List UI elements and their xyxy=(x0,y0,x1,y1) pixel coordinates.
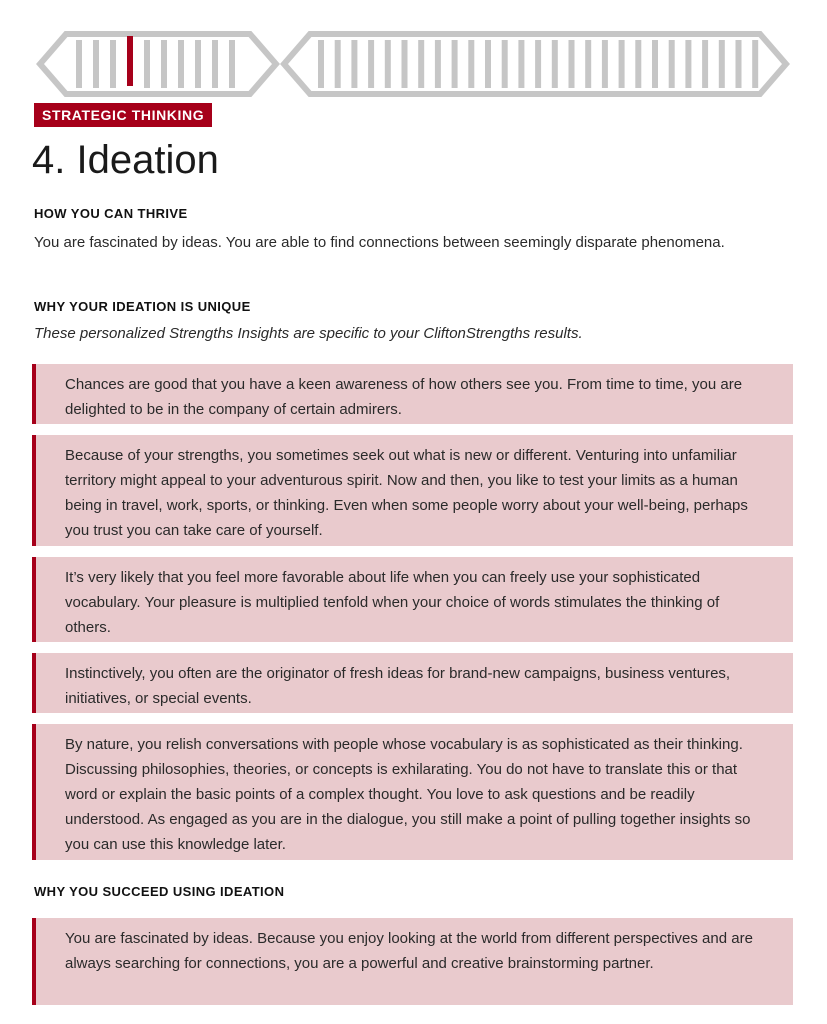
banner-segment xyxy=(485,40,491,88)
succeed-heading: WHY YOU SUCCEED USING IDEATION xyxy=(34,884,285,899)
banner-segment xyxy=(685,40,691,88)
insight-text: Because of your strengths, you sometimes seek out what is new or different. Venturing into unfamiliar territory might appeal to your adventurous spirit. Now and then, you like to test your limits as a human being in travel, work, sports, or thinking. Even when some people worry about your well-being, perhaps you trust you can take care of yourself. xyxy=(65,447,748,539)
insight-text: You are fascinated by ideas. Because you enjoy looking at the world from different perspectives and are always searching for connections, you are a powerful and creative brainstorming partner. xyxy=(65,930,753,972)
banner-segment xyxy=(552,40,558,88)
banner-segment xyxy=(318,40,324,88)
insight-card xyxy=(32,724,793,860)
banner-segment xyxy=(212,40,218,88)
banner-segment xyxy=(351,40,357,88)
thrive-heading: HOW YOU CAN THRIVE xyxy=(34,206,188,221)
banner-segment xyxy=(652,40,658,88)
banner-segment xyxy=(144,40,150,88)
thrive-text: You are fascinated by ideas. You are able to find connections between seemingly disparate phenomena. xyxy=(34,234,725,251)
banner-segment xyxy=(518,40,524,88)
insight-card xyxy=(32,918,793,1005)
banner-segment xyxy=(452,40,458,88)
banner-segment xyxy=(719,40,725,88)
banner-segment xyxy=(335,40,341,88)
insight-text: Chances are good that you have a keen awareness of how others see you. From time to time, you are delighted to be in the company of certain admirers. xyxy=(65,376,743,418)
insight-card xyxy=(32,364,793,424)
banner-segment xyxy=(76,40,82,88)
banner-left-hexagon xyxy=(40,34,276,94)
banner-segment xyxy=(585,40,591,88)
banner-segment xyxy=(110,40,116,88)
category-badge: STRATEGIC THINKING xyxy=(34,103,212,127)
banner-segment xyxy=(635,40,641,88)
banner-segment xyxy=(402,40,408,88)
insight-text: Instinctively, you often are the originator of fresh ideas for brand-new campaigns, business ventures, initiatives, or special events. xyxy=(65,665,731,707)
page-title: 4. Ideation xyxy=(32,138,219,182)
banner-segment xyxy=(669,40,675,88)
strengths-domain-banner xyxy=(0,0,827,100)
banner-right-segments xyxy=(318,40,758,88)
banner-right-hexagon xyxy=(284,34,786,94)
banner-segment xyxy=(752,40,758,88)
insight-card xyxy=(32,557,793,642)
banner-segment xyxy=(702,40,708,88)
insight-card xyxy=(32,435,793,546)
banner-segment xyxy=(229,40,235,88)
banner-segment xyxy=(385,40,391,88)
banner-segment xyxy=(569,40,575,88)
banner-segment xyxy=(736,40,742,88)
banner-segment xyxy=(535,40,541,88)
banner-segment xyxy=(195,40,201,88)
banner-segment-highlighted xyxy=(127,36,133,86)
banner-segment xyxy=(502,40,508,88)
unique-heading: WHY YOUR IDEATION IS UNIQUE xyxy=(34,299,251,314)
banner-segment xyxy=(619,40,625,88)
banner-segment xyxy=(468,40,474,88)
insight-text: It’s very likely that you feel more favorable about life when you can freely use your sophisticated vocabulary. Your pleasure is multiplied tenfold when your choice of words stimulates the thinking of others. xyxy=(65,569,720,636)
insight-text: By nature, you relish conversations with people whose vocabulary is as sophisticated as their thinking. Discussing philosophies, theories, or concepts is exhilarating. You do not have to translate this or that word or explain the basic points of a complex thought. You love to ask questions and be readily understood. As engaged as you are in the dialogue, you still make a point of pulling together insights so you can use this knowledge later. xyxy=(65,736,751,853)
banner-segment xyxy=(602,40,608,88)
banner-segment xyxy=(368,40,374,88)
insight-card xyxy=(32,653,793,713)
banner-segment xyxy=(435,40,441,88)
banner-segment xyxy=(178,40,184,88)
banner-left-segments xyxy=(76,36,235,88)
unique-subtitle: These personalized Strengths Insights are specific to your CliftonStrengths results. xyxy=(34,325,583,342)
banner-segment xyxy=(161,40,167,88)
banner-segment xyxy=(93,40,99,88)
banner-segment xyxy=(418,40,424,88)
